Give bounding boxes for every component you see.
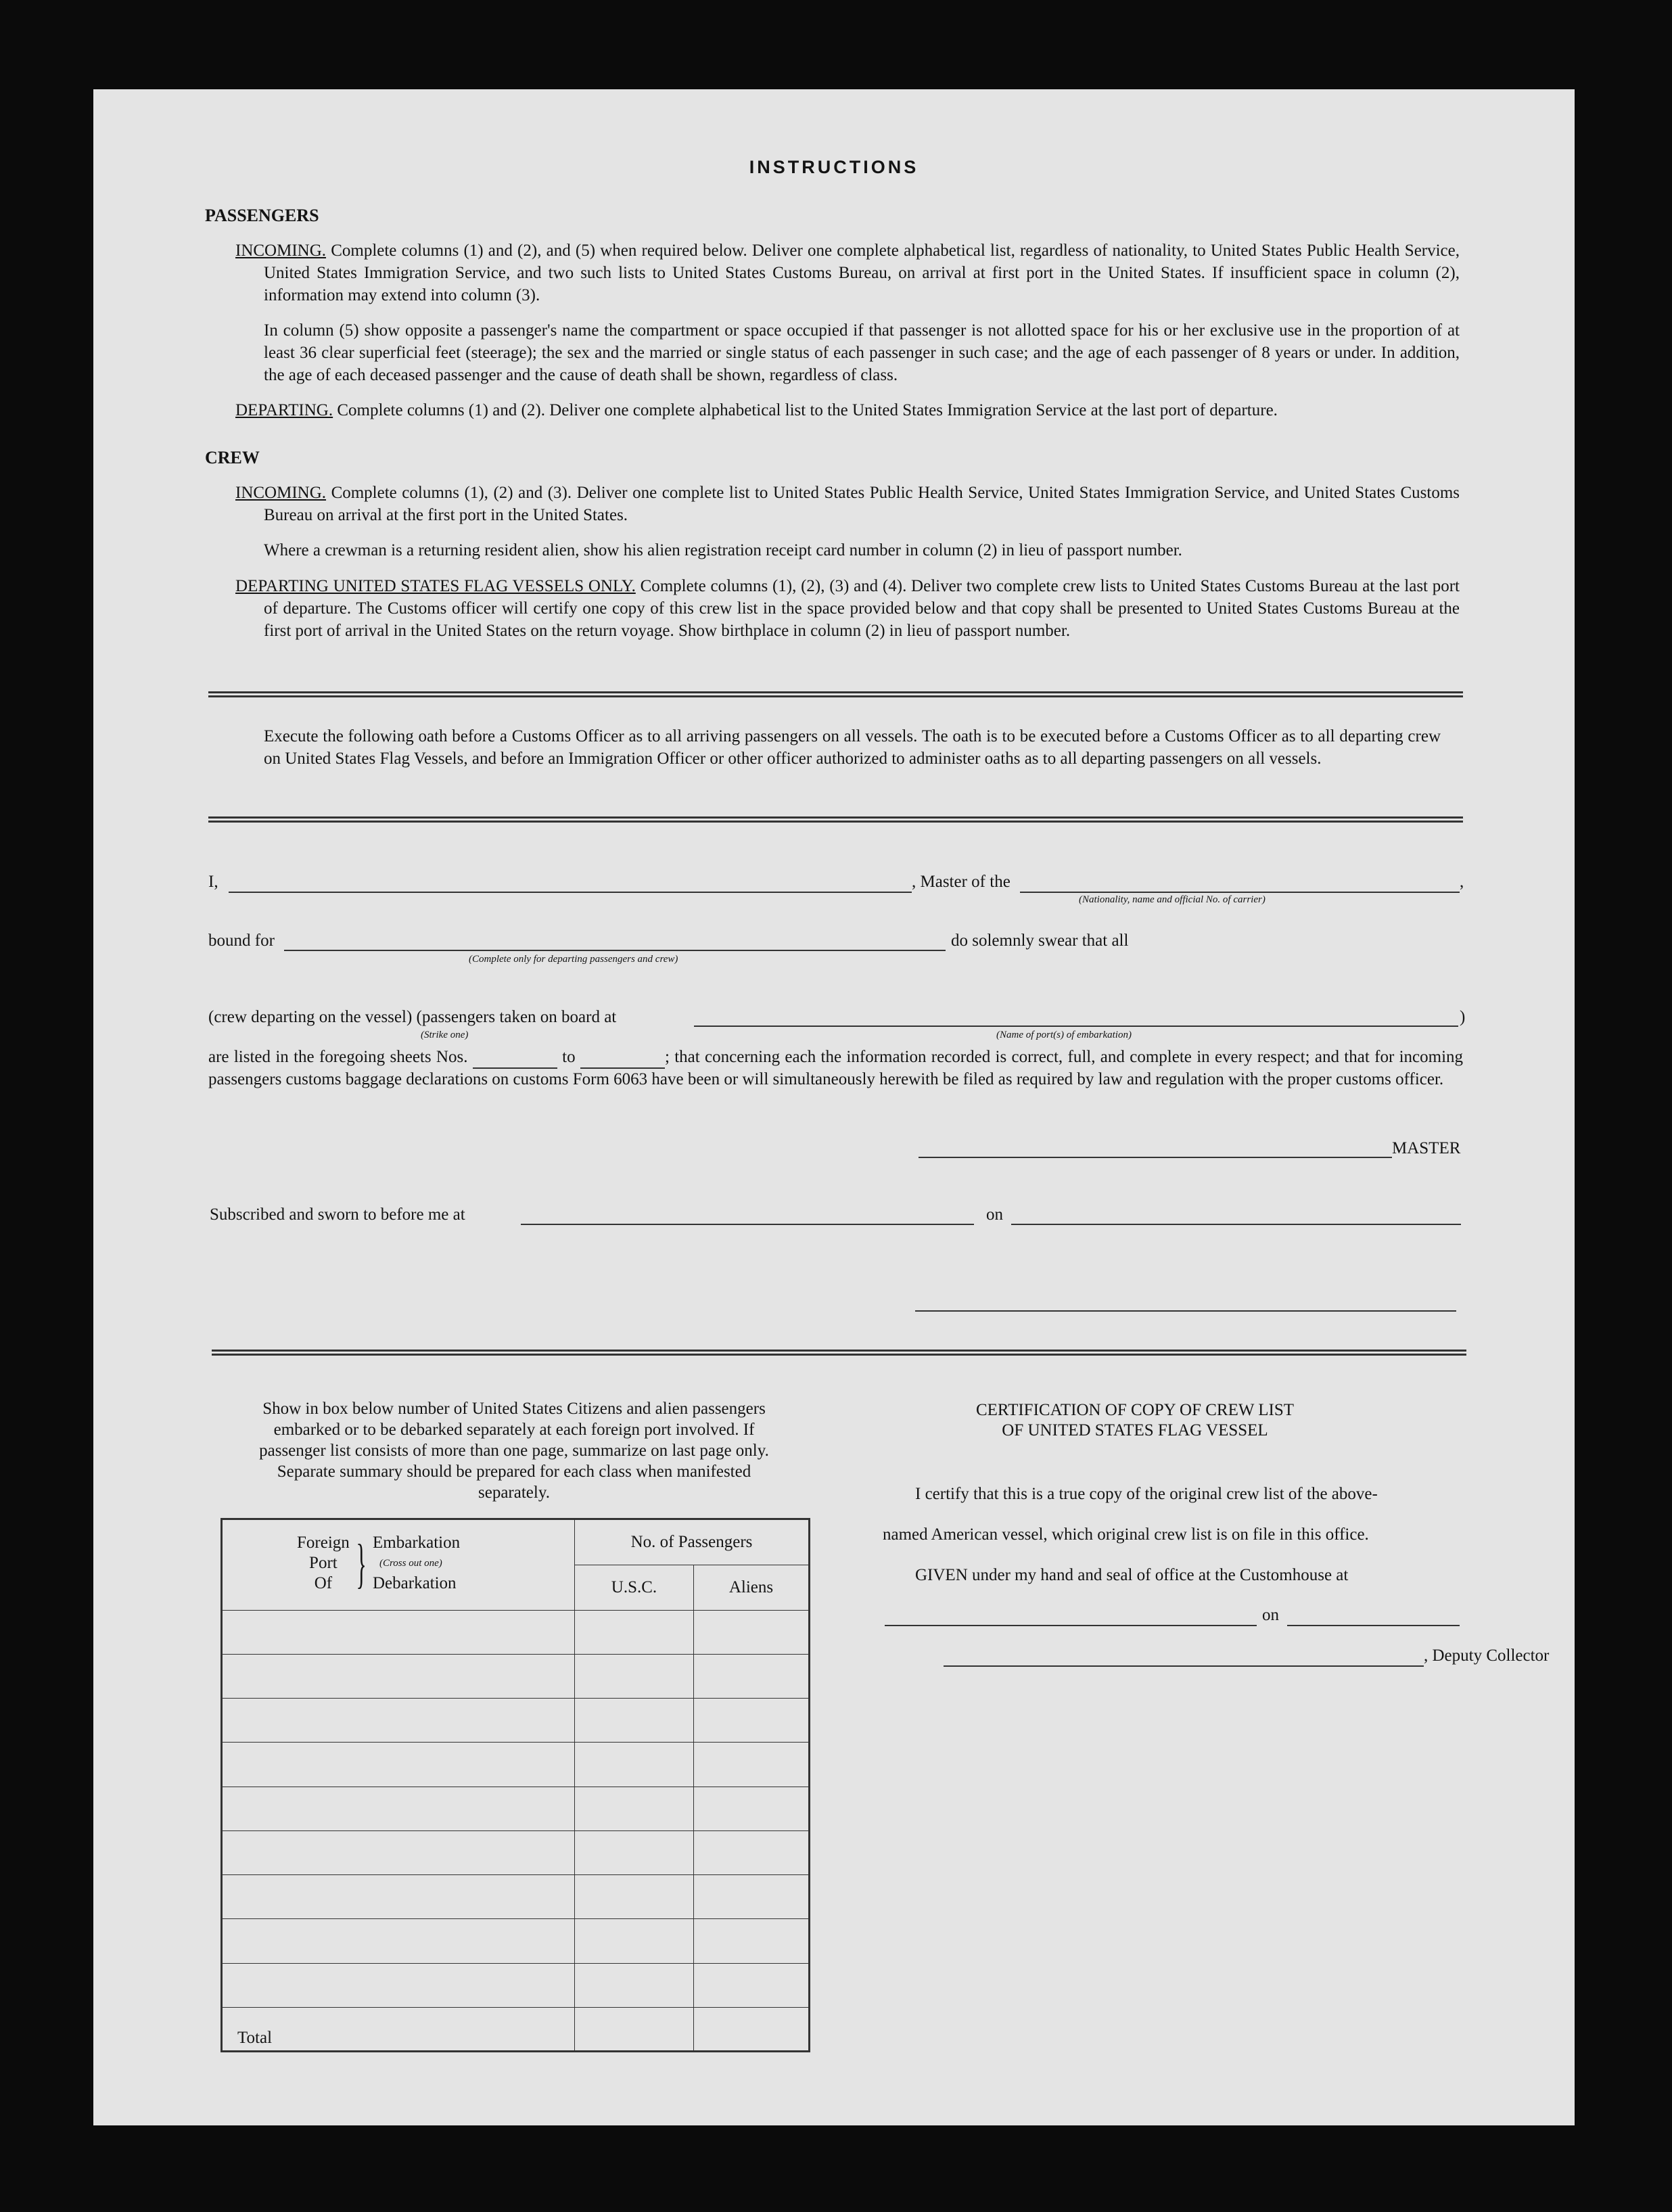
total-label: Total — [222, 2007, 575, 2051]
port-cell[interactable] — [222, 1699, 575, 1743]
passengers-incoming-text: Complete columns (1) and (2), and (5) when required below. Deliver one complete alphabetical list, regardless of nationality, to United States Public Health Service, United States Immigration Service, and two such lists to United States Customs Bureau, on arrival at first port in the United States. If insufficient space in column (2), information may extend into column (3). — [264, 241, 1460, 304]
embarkation-label: Embarkation — [373, 1534, 461, 1552]
master-signature-field[interactable] — [919, 1157, 1392, 1158]
sworn-on-label: on — [986, 1205, 1003, 1224]
deputy-collector-signature-field[interactable] — [944, 1665, 1424, 1667]
comma-label: , — [1460, 873, 1464, 891]
aliens-cell[interactable] — [694, 1830, 810, 1874]
oath-i-label: I, — [208, 873, 218, 891]
port-header-cell — [222, 1519, 575, 1611]
table-row — [222, 1743, 810, 1787]
certification-heading-line2: OF UNITED STATES FLAG VESSEL — [1002, 1421, 1268, 1439]
oath-intro: Execute the following oath before a Customs Officer as to all arriving passengers on all vessels. The oath is to be executed before a Customs Officer as to all departing crew on United States Flag Vessels, and before an Immigration Officer or other officer authorized to administer oaths as to all departing passengers on all vessels. — [264, 727, 1441, 768]
crew-departing-label: (crew departing on the vessel) (passengers taken on board at — [208, 1008, 617, 1026]
aliens-cell[interactable] — [694, 1699, 810, 1743]
passengers-column5-paragraph: In column (5) show opposite a passenger's name the compartment or space occupied if that passenger is not allotted space for his or her exclusive use in the proportion of at least 36 clear superficial feet (steerage); the sex and the married or single status of each passenger in such case; and the age of each passenger of 8 years or under. In addition, the age of each deceased passenger and the cause of death shall be shown, regardless of class. — [264, 321, 1460, 384]
sheet-to-field[interactable] — [580, 1046, 665, 1069]
master-name-field[interactable] — [229, 892, 912, 893]
port-cell[interactable] — [222, 1830, 575, 1874]
table-row — [222, 1963, 810, 2007]
bound-for-label: bound for — [208, 931, 275, 950]
aliens-header: Aliens — [694, 1565, 810, 1610]
table-row — [222, 1699, 810, 1743]
usc-cell[interactable] — [575, 1610, 694, 1654]
usc-cell[interactable] — [575, 1654, 694, 1698]
aliens-cell[interactable] — [694, 1743, 810, 1787]
carrier-field[interactable] — [1020, 892, 1460, 893]
divider — [208, 816, 1463, 823]
crew-departing-text: Complete columns (1), (2), (3) and (4). Deliver two complete crew lists to United States Customs Bureau at the last port of departure. The Customs officer will certify one copy of this crew list in the space provided below and that copy shall be presented to United States Customs Bureau at the first port of arrival in the United States on the return voyage. Show birthplace in column (2) in lieu of passport number. — [264, 577, 1460, 640]
divider — [212, 1350, 1466, 1356]
port-note: (Name of port(s) of embarkation) — [996, 1030, 1132, 1040]
sheet-from-field[interactable] — [473, 1046, 557, 1069]
summary-instructions: Show in box below number of United States Citizens and alien passengers embarked or to be debarked separately at each foreign port involved. If passenger list consists of more than one page, summarize on last page only. Separate summary should be prepared for each class when manifested separately. — [259, 1400, 769, 1502]
certification-heading-line1: CERTIFICATION OF COPY OF CREW LIST — [975, 1401, 1295, 1419]
aliens-total-cell[interactable] — [694, 2007, 810, 2051]
port-cell[interactable] — [222, 1919, 575, 1963]
strike-one-note: (Strike one) — [421, 1030, 469, 1040]
listed-text-b: ; that concerning each the information recorded is correct, full, and complete in every respect; and that for incoming passengers customs baggage declarations on customs Form 6063 have been or will simultaneously herewith be filed as required by law and regulation with the proper customs officer. — [208, 1048, 1464, 1088]
divider — [208, 691, 1463, 697]
listed-text-a: are listed in the foregoing sheets Nos. — [208, 1048, 468, 1066]
officer-signature-field[interactable] — [915, 1310, 1456, 1312]
complete-only-note: (Complete only for departing passengers and crew) — [469, 954, 678, 965]
master-of-the-label: , Master of the — [912, 873, 1011, 891]
debarkation-label: Debarkation — [373, 1574, 457, 1593]
passengers-departing-label: DEPARTING. — [235, 401, 333, 419]
port-label: Port — [309, 1554, 338, 1573]
usc-cell[interactable] — [575, 1787, 694, 1830]
deputy-collector-label: , Deputy Collector — [1424, 1646, 1550, 1665]
table-row — [222, 1830, 810, 1874]
table-row — [222, 1654, 810, 1698]
page-title: INSTRUCTIONS — [749, 157, 919, 177]
table-row — [222, 1919, 810, 1963]
sworn-date-field[interactable] — [1011, 1224, 1461, 1225]
usc-cell[interactable] — [575, 1919, 694, 1963]
foreign-label: Foreign — [297, 1534, 350, 1552]
crew-incoming-label: INCOMING. — [235, 484, 327, 502]
passengers-incoming-paragraph — [235, 239, 1460, 306]
port-cell[interactable] — [222, 1654, 575, 1698]
usc-header: U.S.C. — [575, 1565, 694, 1610]
table-row — [222, 1787, 810, 1830]
certification-heading — [871, 1400, 1399, 1441]
aliens-cell[interactable] — [694, 1654, 810, 1698]
of-label: Of — [314, 1574, 333, 1593]
table-row — [222, 1875, 810, 1919]
master-label: MASTER — [1392, 1139, 1461, 1157]
passengers-departing-text: Complete columns (1) and (2). Deliver one complete alphabetical list to the United States Immigration Service at the last port of departure. — [337, 401, 1278, 419]
aliens-cell[interactable] — [694, 1963, 810, 2007]
port-cell[interactable] — [222, 1743, 575, 1787]
crew-heading: CREW — [205, 448, 260, 467]
port-cell[interactable] — [222, 1963, 575, 2007]
aliens-cell[interactable] — [694, 1875, 810, 1919]
passengers-heading: PASSENGERS — [205, 206, 319, 225]
certify-line3: GIVEN under my hand and seal of office at the Customhouse at — [915, 1566, 1349, 1584]
bound-for-field[interactable] — [284, 950, 946, 951]
crew-incoming-paragraph — [235, 482, 1460, 526]
certification-date-field[interactable] — [1287, 1625, 1460, 1626]
certification-on-label: on — [1262, 1606, 1279, 1624]
table-row — [222, 1610, 810, 1654]
passenger-summary-table — [220, 1518, 810, 2052]
port-cell[interactable] — [222, 1875, 575, 1919]
aliens-cell[interactable] — [694, 1787, 810, 1830]
crew-resident-paragraph: Where a crewman is a returning resident alien, show his alien registration receipt card number in column (2) in lieu of passport number. — [264, 541, 1182, 559]
subscribed-label: Subscribed and sworn to before me at — [210, 1205, 465, 1224]
customhouse-field[interactable] — [885, 1625, 1257, 1626]
total-row — [222, 2007, 810, 2051]
solemnly-swear-label: do solemnly swear that all — [951, 931, 1129, 950]
crew-departing-label: DEPARTING UNITED STATES FLAG VESSELS ONLY. — [235, 577, 636, 595]
close-paren: ) — [1460, 1008, 1466, 1026]
usc-cell[interactable] — [575, 1743, 694, 1787]
usc-cell[interactable] — [575, 1875, 694, 1919]
sworn-location-field[interactable] — [521, 1224, 974, 1225]
certify-line1: I certify that this is a true copy of the original crew list of the above- — [915, 1485, 1378, 1503]
port-of-embarkation-field[interactable] — [694, 1026, 1458, 1027]
port-cell[interactable] — [222, 1610, 575, 1654]
crew-incoming-text: Complete columns (1), (2) and (3). Deliver one complete list to United States Public Health Service, United States Immigration Service, and United States Customs Bureau on arrival at the first port in the United States. — [264, 484, 1460, 524]
cross-out-note: (Cross out one) — [379, 1558, 442, 1569]
form-sheet — [93, 89, 1575, 2125]
brace-icon: } — [356, 1534, 367, 1594]
usc-cell[interactable] — [575, 1830, 694, 1874]
listed-paragraph — [208, 1046, 1463, 1090]
passengers-incoming-label: INCOMING. — [235, 241, 327, 260]
no-passengers-header: No. of Passengers — [575, 1519, 810, 1565]
passengers-departing-paragraph — [235, 399, 1460, 421]
nationality-note: (Nationality, name and official No. of carrier) — [1079, 894, 1265, 905]
aliens-cell[interactable] — [694, 1919, 810, 1963]
port-cell[interactable] — [222, 1787, 575, 1830]
certify-line2: named American vessel, which original crew list is on file in this office. — [883, 1525, 1369, 1544]
crew-departing-paragraph — [235, 575, 1460, 642]
usc-total-cell[interactable] — [575, 2007, 694, 2051]
usc-cell[interactable] — [575, 1699, 694, 1743]
listed-to-label: to — [562, 1048, 576, 1066]
usc-cell[interactable] — [575, 1963, 694, 2007]
aliens-cell[interactable] — [694, 1610, 810, 1654]
